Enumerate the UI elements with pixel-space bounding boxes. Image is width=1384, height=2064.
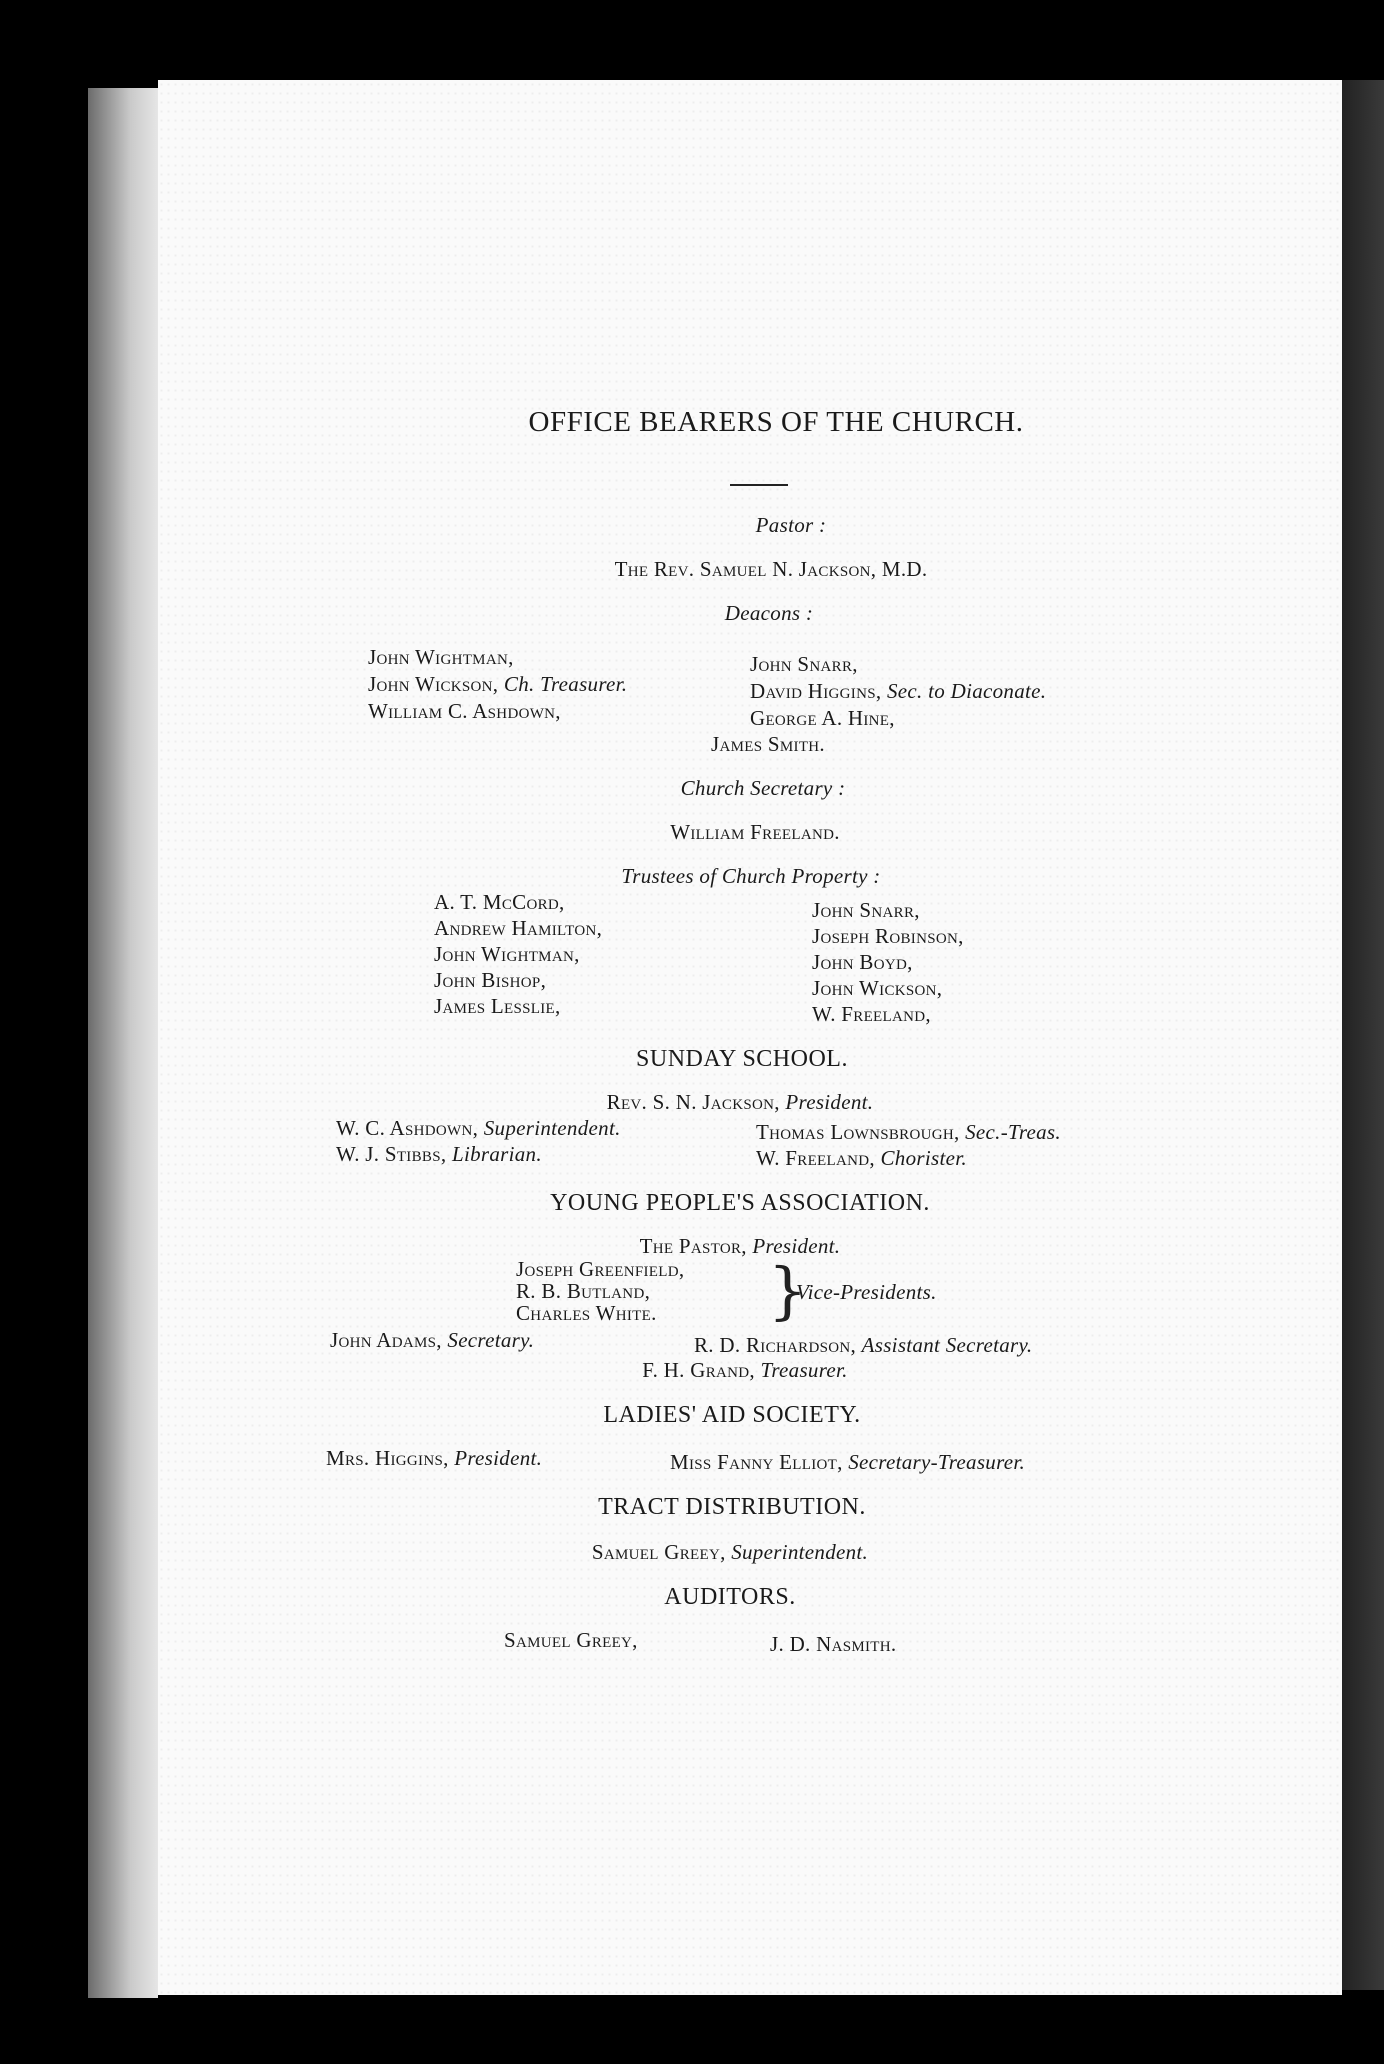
book-edge-right [1342,80,1384,1990]
vice-president-2: R. B. Butland, [516,1279,651,1303]
sunday-school-sec-treas: Thomas Lownsbrough, Sec.-Treas. [756,1120,1061,1144]
church-secretary-name: William Freeland. [670,820,840,844]
trustee-right-3: John Boyd, [812,950,913,974]
trustee-left-2: Andrew Hamilton, [434,916,603,940]
title-rule [730,484,788,486]
vice-president-label: Vice-Presidents. [796,1280,937,1304]
book-gutter-left [88,88,158,1998]
sunday-school-superintendent: W. C. Ashdown, Superintendent. [336,1116,621,1140]
auditor-1: Samuel Greey, [504,1628,638,1652]
trustee-left-3: John Wightman, [434,942,580,966]
young-peoples-assistant-secretary: R. D. Richardson, Assistant Secretary. [694,1333,1033,1357]
trustee-left-1: A. T. McCord, [434,890,565,914]
sunday-school-heading: SUNDAY SCHOOL. [636,1046,848,1072]
young-peoples-treasurer: F. H. Grand, Treasurer. [642,1358,848,1382]
auditor-2: J. D. Nasmith. [770,1632,897,1656]
deacon-right-1: John Snarr, [750,652,858,676]
trustee-right-2: Joseph Robinson, [812,924,964,948]
ladies-aid-heading: LADIES' AID SOCIETY. [603,1402,861,1428]
trustees-heading: Trustees of Church Property : [621,864,881,888]
deacon-right-2: David Higgins, Sec. to Diaconate. [750,679,1047,703]
trustee-left-4: John Bishop, [434,968,547,992]
sunday-school-librarian: W. J. Stibbs, Librarian. [336,1142,542,1166]
young-peoples-heading: YOUNG PEOPLE'S ASSOCIATION. [550,1190,930,1216]
tract-superintendent: Samuel Greey, Superintendent. [591,1540,869,1564]
vice-president-3: Charles White. [516,1301,657,1325]
pastor-name: The Rev. Samuel N. Jackson, M.D. [614,557,928,581]
deacon-center: James Smith. [711,732,825,756]
young-peoples-secretary: John Adams, Secretary. [330,1328,535,1352]
ladies-aid-secretary-treasurer: Miss Fanny Elliot, Secretary-Treasurer. [670,1450,1026,1474]
trustee-right-4: John Wickson, [812,976,943,1000]
deacons-heading: Deacons : [724,601,814,625]
church-secretary-heading: Church Secretary : [680,776,846,800]
deacon-left-2: John Wickson, Ch. Treasurer. [368,672,628,696]
document-page [158,80,1342,1995]
auditors-heading: AUDITORS. [664,1584,796,1610]
vice-president-brace: } [768,1254,808,1327]
trustee-right-5: W. Freeland, [812,1002,931,1026]
sunday-school-president: Rev. S. N. Jackson, President. [606,1090,874,1114]
page-title: OFFICE BEARERS OF THE CHURCH. [528,406,1024,438]
trustee-left-5: James Lesslie, [434,994,561,1018]
deacon-left-3: William C. Ashdown, [368,699,561,723]
trustee-right-1: John Snarr, [812,898,920,922]
ladies-aid-president: Mrs. Higgins, President. [326,1446,543,1470]
pastor-heading: Pastor : [755,513,827,537]
deacon-left-1: John Wightman, [368,645,514,669]
sunday-school-chorister: W. Freeland, Chorister. [756,1146,967,1170]
vice-president-1: Joseph Greenfield, [516,1257,685,1281]
deacon-right-3: George A. Hine, [750,706,895,730]
tract-distribution-heading: TRACT DISTRIBUTION. [598,1494,866,1520]
young-peoples-president: The Pastor, President. [639,1234,841,1258]
